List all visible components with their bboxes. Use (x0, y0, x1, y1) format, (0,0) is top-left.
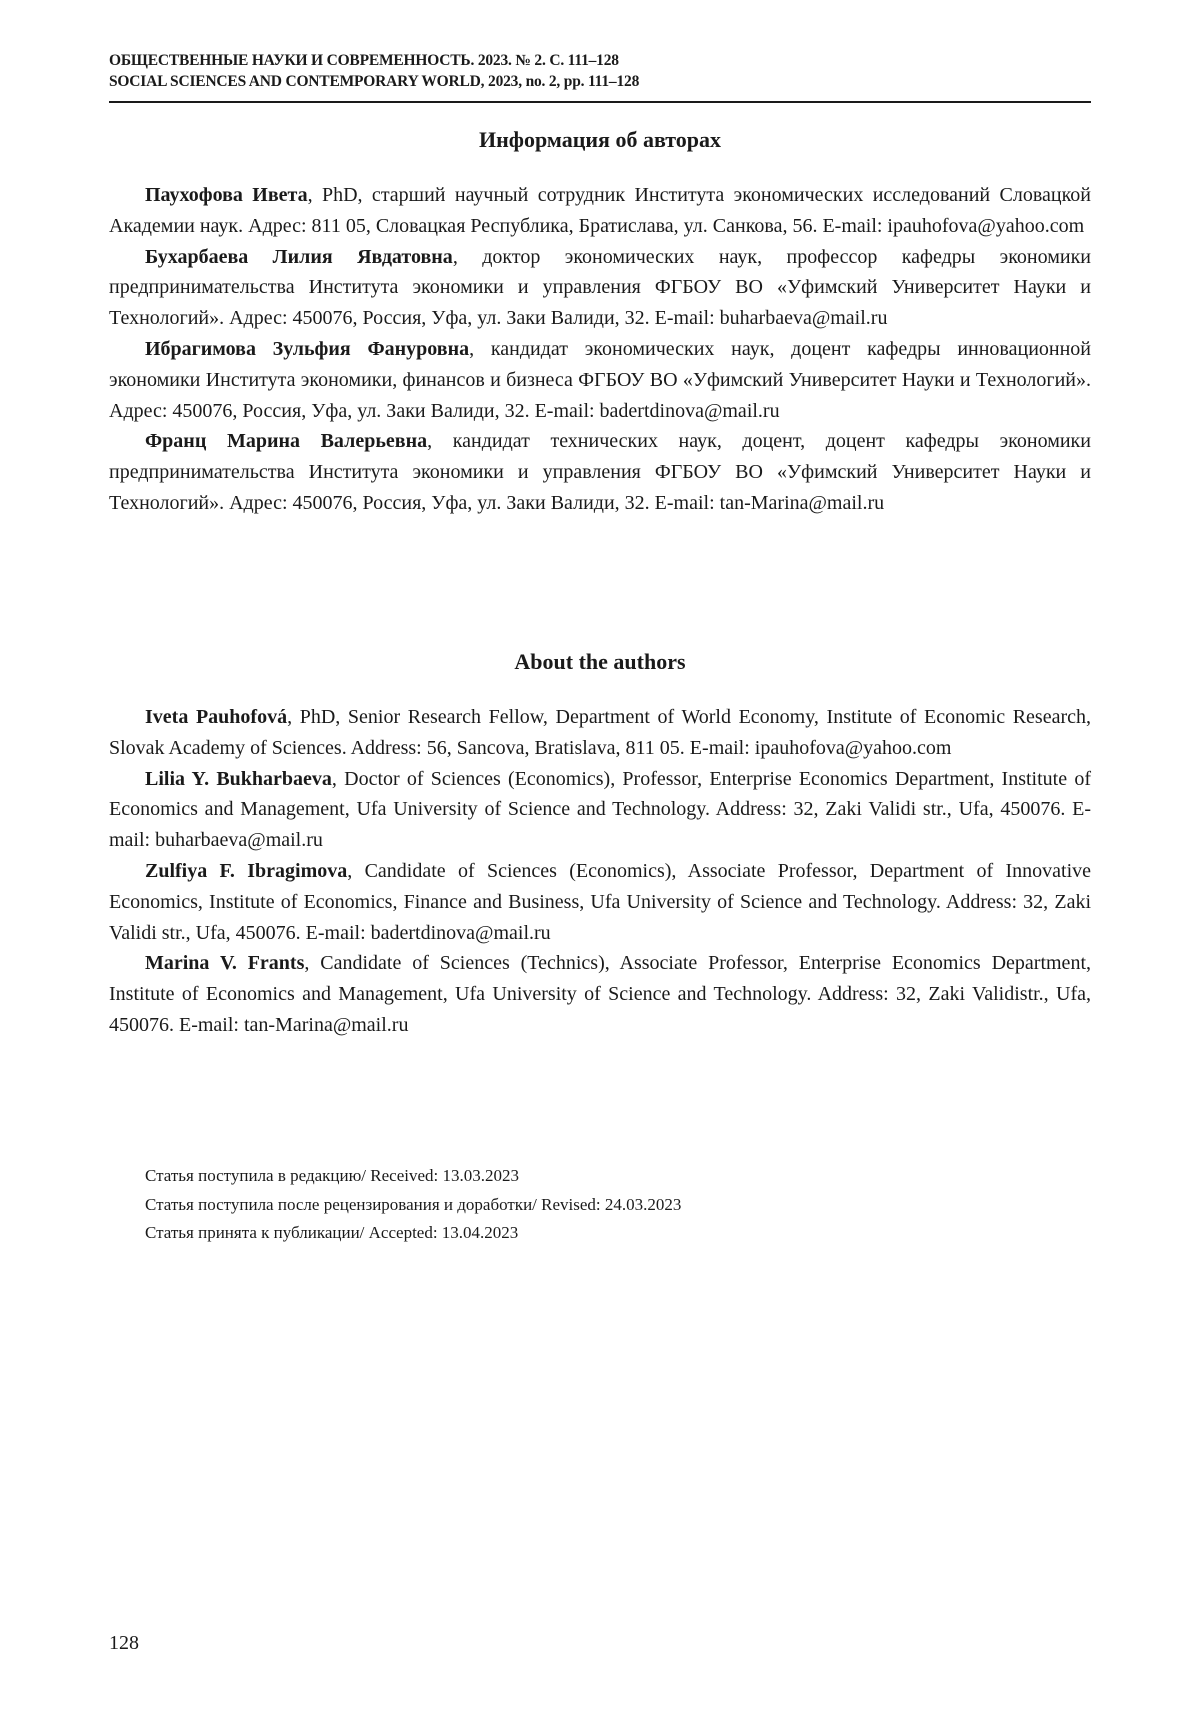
author-name: Бухарбаева Лилия Явдатовна (145, 245, 453, 268)
author-entry (109, 764, 1091, 856)
author-name: Marina V. Frants (145, 952, 305, 975)
author-details: , Candidate of Sciences (Economics), Associate Professor, Department of Innovative Economics, Institute of Economics, Finance and Business, Ufa University of Science and Technology. Address: 32, Zaki Validi str., Ufa, 450076. E-mail: badertdinova@mail.ru (109, 859, 1092, 944)
author-name: Ибрагимова Зульфия Фануровна (145, 337, 470, 360)
accepted-date: Статья принята к публикации/ Accepted: 13.04.2023 (145, 1223, 519, 1242)
page-number: 128 (109, 1632, 139, 1654)
author-entry (109, 242, 1091, 334)
author-details: , Candidate of Sciences (Technics), Associate Professor, Enterprise Economics Department, Institute of Economics and Management, Ufa University of Science and Technology. Address: 32, Zaki Validistr., Ufa, 450076. E-mail: tan-Marina@mail.ru (109, 952, 1091, 1036)
header-rule (109, 101, 1091, 103)
author-entry (109, 426, 1091, 518)
received-date: Статья поступила в редакцию/ Received: 13.03.2023 (145, 1166, 519, 1185)
authors-section-en (109, 648, 1091, 1041)
author-name: Франц Марина Валерьевна (145, 430, 428, 453)
section-title-ru: Информация об авторах (478, 127, 722, 152)
journal-header-en: SOCIAL SCIENCES AND CONTEMPORARY WORLD, 2023, no. 2, pp. 111–128 (109, 73, 640, 90)
author-details: , доктор экономических наук, профессор кафедры экономики предпринимательства Института экономики и управления ФГБОУ ВО «Уфимский Университет Науки и Технологий». Адрес: 450076, Россия, Уфа, ул. Заки Валиди, 32. E-mail: buharbaeva@mail.ru (109, 245, 1091, 330)
authors-section-ru (109, 126, 1091, 519)
author-details: , кандидат экономических наук, доцент кафедры инновационной экономики Института экономики, финансов и бизнеса ФГБОУ ВО «Уфимский Университет Науки и Технологий». Адрес: 450076, Россия, Уфа, ул. Заки Валиди, 32. E-mail: badertdinova@mail.ru (109, 337, 1091, 422)
author-name: Iveta Pauhofová (145, 706, 288, 728)
author-entry (109, 856, 1091, 948)
revised-date: Статья поступила после рецензирования и доработки/ Revised: 24.03.2023 (145, 1194, 682, 1214)
author-name: Zulfiya F. Ibragimova (145, 859, 348, 882)
author-name: Lilia Y. Bukharbaeva (145, 767, 332, 790)
running-header (109, 50, 1091, 92)
author-details: , Doctor of Sciences (Economics), Professor, Enterprise Economics Department, Institute of Economics and Management, Ufa University of Science and Technology. Address: 32, Zaki Validi str., Ufa, 450076. E-mail: buharbaeva@mail.ru (109, 767, 1091, 852)
author-entry (109, 180, 1091, 242)
author-details: , PhD, Senior Research Fellow, Department of World Economy, Institute of Economic Research, Slovak Academy of Sciences. Address: 56, Sancova, Bratislava, 811 05. E-mail: ipauhofova@yahoo.com (109, 706, 1091, 759)
author-entry (109, 334, 1091, 426)
article-dates (145, 1162, 1045, 1248)
author-entry (109, 702, 1091, 764)
author-entry (109, 948, 1091, 1040)
section-title-en: About the authors (514, 649, 686, 674)
author-details: , PhD, старший научный сотрудник Института экономических исследований Словацкой Академии наук. Адрес: 811 05, Словацкая Республика, Братислава, ул. Санкова, 56. E-mail: ipauhofova@yahoo.com (109, 184, 1091, 237)
author-name: Паухофова Ивета (145, 184, 308, 206)
author-details: , кандидат технических наук, доцент, доцент кафедры экономики предпринимательства Института экономики и управления ФГБОУ ВО «Уфимский Университет Науки и Технологий». Адрес: 450076, Россия, Уфа, ул. Заки Валиди, 32. E-mail: tan-Marina@mail.ru (109, 430, 1091, 514)
journal-header-ru: ОБЩЕСТВЕННЫЕ НАУКИ И СОВРЕМЕННОСТЬ. 2023. № 2. С. 111–128 (109, 52, 619, 69)
